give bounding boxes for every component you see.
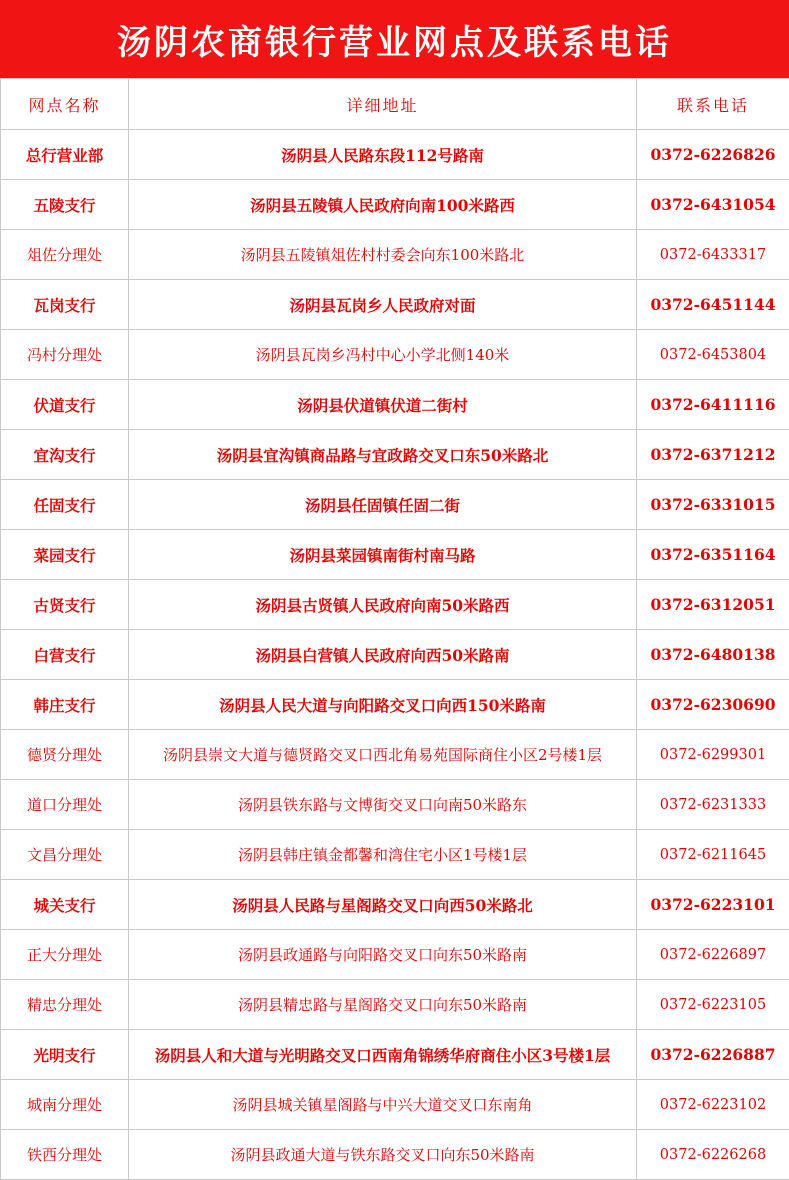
branch-table	[0, 78, 789, 1180]
branch-name-cell: 古贤支行	[1, 580, 129, 630]
table-row	[1, 280, 789, 330]
branch-phone-cell: 0372-6231333	[637, 780, 789, 830]
table-row	[1, 680, 789, 730]
header-address: 详细地址	[129, 79, 637, 130]
branch-address-cell: 汤阴县菜园镇南街村南马路	[129, 530, 637, 580]
branch-name-cell: 德贤分理处	[1, 730, 129, 780]
table-row	[1, 780, 789, 830]
branch-phone-cell: 0372-6226887	[637, 1030, 789, 1080]
branch-name-cell: 俎佐分理处	[1, 230, 129, 280]
branch-address-cell: 汤阴县瓦岗乡人民政府对面	[129, 280, 637, 330]
branch-phone-cell: 0372-6451144	[637, 280, 789, 330]
table-row	[1, 580, 789, 630]
branch-address-cell: 汤阴县人民路东段112号路南	[129, 130, 637, 180]
branch-address-cell: 汤阴县精忠路与星阁路交叉口向东50米路南	[129, 980, 637, 1030]
table-row	[1, 830, 789, 880]
table-row	[1, 380, 789, 430]
branch-address-cell: 汤阴县任固镇任固二街	[129, 480, 637, 530]
branch-address-cell: 汤阴县瓦岗乡冯村中心小学北侧140米	[129, 330, 637, 380]
branch-address-cell: 汤阴县崇文大道与德贤路交叉口西北角易苑国际商住小区2号楼1层	[129, 730, 637, 780]
table-row	[1, 230, 789, 280]
branch-name-cell: 精忠分理处	[1, 980, 129, 1030]
table-row	[1, 1030, 789, 1080]
branch-address-cell: 汤阴县五陵镇人民政府向南100米路西	[129, 180, 637, 230]
branch-phone-cell: 0372-6331015	[637, 480, 789, 530]
branch-address-cell: 汤阴县政通大道与铁东路交叉口向东50米路南	[129, 1130, 637, 1180]
branch-address-cell: 汤阴县宜沟镇商品路与宜政路交叉口东50米路北	[129, 430, 637, 480]
table-row	[1, 330, 789, 380]
branch-phone-cell: 0372-6211645	[637, 830, 789, 880]
branch-name-cell: 白营支行	[1, 630, 129, 680]
branch-phone-cell: 0372-6351164	[637, 530, 789, 580]
branch-address-cell: 汤阴县五陵镇俎佐村村委会向东100米路北	[129, 230, 637, 280]
branch-name-cell: 菜园支行	[1, 530, 129, 580]
branch-name-cell: 五陵支行	[1, 180, 129, 230]
branch-address-cell: 汤阴县人民大道与向阳路交叉口向西150米路南	[129, 680, 637, 730]
branch-name-cell: 任固支行	[1, 480, 129, 530]
branch-address-cell: 汤阴县铁东路与文博街交叉口向南50米路东	[129, 780, 637, 830]
branch-name-cell: 韩庄支行	[1, 680, 129, 730]
branch-phone-cell: 0372-6480138	[637, 630, 789, 680]
branch-address-cell: 汤阴县伏道镇伏道二街村	[129, 380, 637, 430]
branch-name-cell: 铁西分理处	[1, 1130, 129, 1180]
branch-phone-cell: 0372-6411116	[637, 380, 789, 430]
branch-phone-cell: 0372-6223101	[637, 880, 789, 930]
table-row	[1, 630, 789, 680]
branch-address-cell: 汤阴县人民路与星阁路交叉口向西50米路北	[129, 880, 637, 930]
branch-phone-cell: 0372-6230690	[637, 680, 789, 730]
branch-name-cell: 道口分理处	[1, 780, 129, 830]
branch-name-cell: 文昌分理处	[1, 830, 129, 880]
branch-address-cell: 汤阴县城关镇星阁路与中兴大道交叉口东南角	[129, 1080, 637, 1130]
table-row	[1, 430, 789, 480]
branch-name-cell: 光明支行	[1, 1030, 129, 1080]
table-header-row	[1, 79, 789, 130]
branch-phone-cell: 0372-6453804	[637, 330, 789, 380]
branch-phone-cell: 0372-6226826	[637, 130, 789, 180]
table-row	[1, 180, 789, 230]
branch-phone-cell: 0372-6433317	[637, 230, 789, 280]
branch-name-cell: 宜沟支行	[1, 430, 129, 480]
branch-phone-cell: 0372-6299301	[637, 730, 789, 780]
table-row	[1, 980, 789, 1030]
table-row	[1, 480, 789, 530]
branch-phone-cell: 0372-6312051	[637, 580, 789, 630]
branch-phone-cell: 0372-6431054	[637, 180, 789, 230]
table-row	[1, 1080, 789, 1130]
page-title: 汤阴农商银行营业网点及联系电话	[0, 0, 789, 78]
branch-address-cell: 汤阴县人和大道与光明路交叉口西南角锦绣华府商住小区3号楼1层	[129, 1030, 637, 1080]
table-row	[1, 530, 789, 580]
branch-phone-cell: 0372-6371212	[637, 430, 789, 480]
branch-name-cell: 城关支行	[1, 880, 129, 930]
branch-address-cell: 汤阴县政通路与向阳路交叉口向东50米路南	[129, 930, 637, 980]
header-phone: 联系电话	[637, 79, 789, 130]
header-name: 网点名称	[1, 79, 129, 130]
branch-name-cell: 城南分理处	[1, 1080, 129, 1130]
branch-name-cell: 正大分理处	[1, 930, 129, 980]
branch-address-cell: 汤阴县韩庄镇金都馨和湾住宅小区1号楼1层	[129, 830, 637, 880]
branch-address-cell: 汤阴县古贤镇人民政府向南50米路西	[129, 580, 637, 630]
table-row	[1, 930, 789, 980]
branch-name-cell: 瓦岗支行	[1, 280, 129, 330]
branch-address-cell: 汤阴县白营镇人民政府向西50米路南	[129, 630, 637, 680]
branch-name-cell: 总行营业部	[1, 130, 129, 180]
table-row	[1, 880, 789, 930]
branch-phone-cell: 0372-6223102	[637, 1080, 789, 1130]
branch-phone-cell: 0372-6226268	[637, 1130, 789, 1180]
table-row	[1, 730, 789, 780]
branch-name-cell: 伏道支行	[1, 380, 129, 430]
table-row	[1, 130, 789, 180]
table-row	[1, 1130, 789, 1180]
branch-name-cell: 冯村分理处	[1, 330, 129, 380]
branch-phone-cell: 0372-6223105	[637, 980, 789, 1030]
branch-phone-cell: 0372-6226897	[637, 930, 789, 980]
